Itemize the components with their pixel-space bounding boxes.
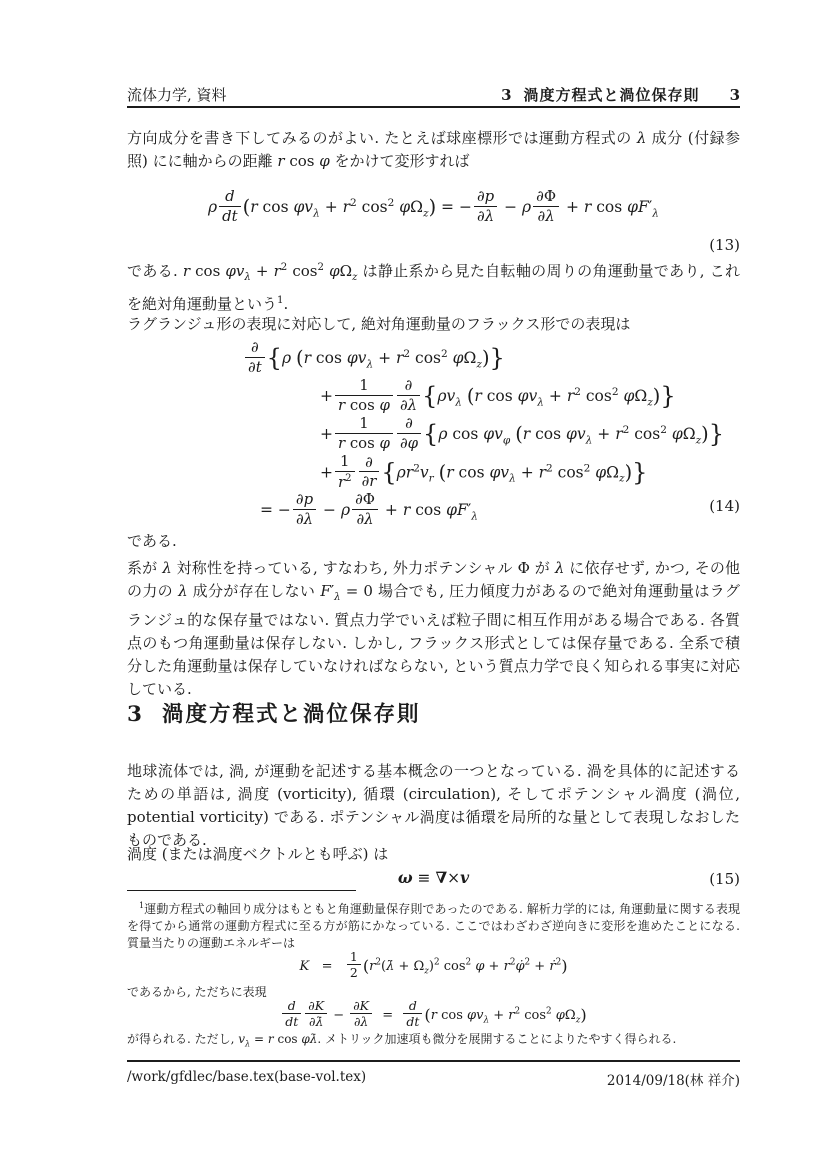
- para-symmetry: 系が λ 対称性を持っている, すなわち, 外力ポテンシャル Φ が λ に依存せず, かつ, その他の力の λ 成分が存在しない $F'_\lambda = 0$ 場合でも, 圧力傾度力があるので絶対角運動量はラグランジュ的な保存量ではない. 質点力学でいえば粒子間に相互作用がある場合である. 各質点のもつ角運動量は保存しない. しかし, フラックス形式としては保存量である. 全系で積分した角運動量は保存していなければならない, という質点力学で良く知られる事実に対応している.: [127, 559, 740, 698]
- footer-file-path: /work/gfdlec/base.tex(base-vol.tex): [127, 1069, 367, 1085]
- equation-15-row: [127, 869, 740, 888]
- footnote-rule: [127, 890, 356, 891]
- equation-14-line-5: = − $\frac{\partial p}{\partial\lambda}$ − ρ $\frac{\partial\Phi}{\partial\lambda}$ + r $\cos \varphi F'_\lambda$: [260, 490, 478, 528]
- equation-13-tag: (13): [709, 236, 740, 254]
- para-flux-intro: ラグランジュ形の表現に対応して, 絶対角運動量のフラックス形での表現は: [127, 315, 631, 333]
- page-header: [127, 84, 740, 105]
- footnote-text-3: が得られる. ただし, $v_\lambda = r$ cos φλ̇. メトリック加速項も微分を展開することによりたやすく得られる.: [127, 1032, 677, 1049]
- section-title: 渦度方程式と渦位保存則: [161, 702, 421, 727]
- header-rule: [127, 106, 740, 108]
- para-dearu: である.: [127, 532, 177, 550]
- equation-14-line-4: + $\frac{1}{r^2}$ $\frac{\partial}{\partial r}$ {$\rho r^2v_r$ (r $\cos \varphi v_\lambda + r^2$ $\cos^2 \varphi\Omega_z$)}: [320, 452, 648, 491]
- header-doc-title: 流体力学, 資料: [127, 86, 227, 104]
- equation-14-line-3: + $\frac{1}{\text{r cos φ}}$ $\frac{\partial}{\partial\varphi}$ {ρ $\cos \varphi v_\varphi$ (r $\cos \varphi v_\lambda + r^2$ $\cos^2 \varphi\Omega_z$)}: [320, 414, 724, 452]
- para-vorticity-def: 渦度 (または渦度ベクトルとも呼ぶ) は: [127, 845, 389, 863]
- para-intro: 方向成分を書き下してみるのがよい. たとえば球座標形では運動方程式の λ 成分 (付録参照) にに軸からの距離 r cos φ をかけて変形すれば: [127, 129, 741, 170]
- footer-rule: [127, 1060, 740, 1062]
- header-page-number: 3: [729, 86, 740, 104]
- para-after-eq13: である. r $\cos \varphi v_\lambda + r^2$ $\cos^2 \varphi\Omega_z$ は静止系から見た自転軸の周りの角運動量であり, これを絶対角運動量という$^1$.: [127, 262, 740, 313]
- footnote-equation-kinetic: K = $\frac{1}{2}$ ($r^2(\lambdȧ + \Omega_z)^2$ $\cos^2 \varphi$ + $r^2\varphi̇^2$ + ṙ$^2$): [299, 948, 568, 981]
- footnote-text-2: であるから, ただちに表現: [127, 985, 267, 999]
- footer-date-author: 2014/09/18(林 祥介): [606, 1073, 740, 1089]
- equation-15: ω ≡ ∇×v: [397, 868, 470, 887]
- equation-14-line-2: + $\frac{1}{\text{r cos φ}}$ $\frac{\partial}{\partial\lambda}$ {$\rho v_\lambda$ (r $\cos \varphi v_\lambda + r^2$ $\cos^2 \varphi\Omega_z$)}: [320, 376, 676, 414]
- para-vortex-intro: 地球流体では, 渦, が運動を記述する基本概念の一つとなっている. 渦を具体的に記述するための単語は, 渦度 (vorticity), 循環 (circulation), そしてポテンシャル渦度 (渦位, potential vorticity) である. ポテンシャル渦度は循環を局所的な量として表現しなおしたものである.: [127, 762, 740, 849]
- footnote-equation-lagrange: $\frac{d}{dt}$ $\frac{\partial K}{\partial\lambdȧ}$ − $\frac{\partial K}{\partial\lambda}$ = $\frac{d}{dt}$ (r $\cos \varphi v_\lambda + r^2$ $\cos^2 \varphi\Omega_z$): [127, 1000, 740, 1031]
- section-number: 3: [127, 702, 142, 727]
- equation-13: ρ $\frac{d}{dt}$ (r $\cos \varphi v_\lambda + r^2$ $\cos^2 \varphi\Omega_z$) = − $\frac{\partial p}{\partial\lambda}$ − ρ $\frac{\partial\Phi}{\partial\lambda}$ + r $\cos \varphi F'_\lambda$: [208, 187, 659, 225]
- header-running-head: [501, 84, 740, 105]
- section-heading: [127, 697, 740, 728]
- header-section-number: 3: [501, 86, 512, 104]
- footnote-text-1: $^1$運動方程式の軸回り成分はもともと角運動量保存則であったのである. 解析力学的には, 角運動量に関する表現を得てから通常の運動方程式に至る方が筋にかなっている. ここではわざわざ逆向きに変形を進めたことになる. 質量当たりの運動エネルギーは: [127, 900, 740, 950]
- equation-14-line-1: $\frac{\partial}{\partial t}$ {ρ (r $\cos \varphi v_\lambda + r^2$ $\cos^2 \varphi\Omega_z$)}: [243, 341, 505, 377]
- equation-14-tag: (14): [709, 497, 740, 515]
- header-section-title: 渦度方程式と渦位保存則: [523, 86, 700, 104]
- equation-14: [127, 338, 740, 531]
- page-footer: [127, 1069, 740, 1089]
- equation-15-tag: (15): [709, 870, 740, 888]
